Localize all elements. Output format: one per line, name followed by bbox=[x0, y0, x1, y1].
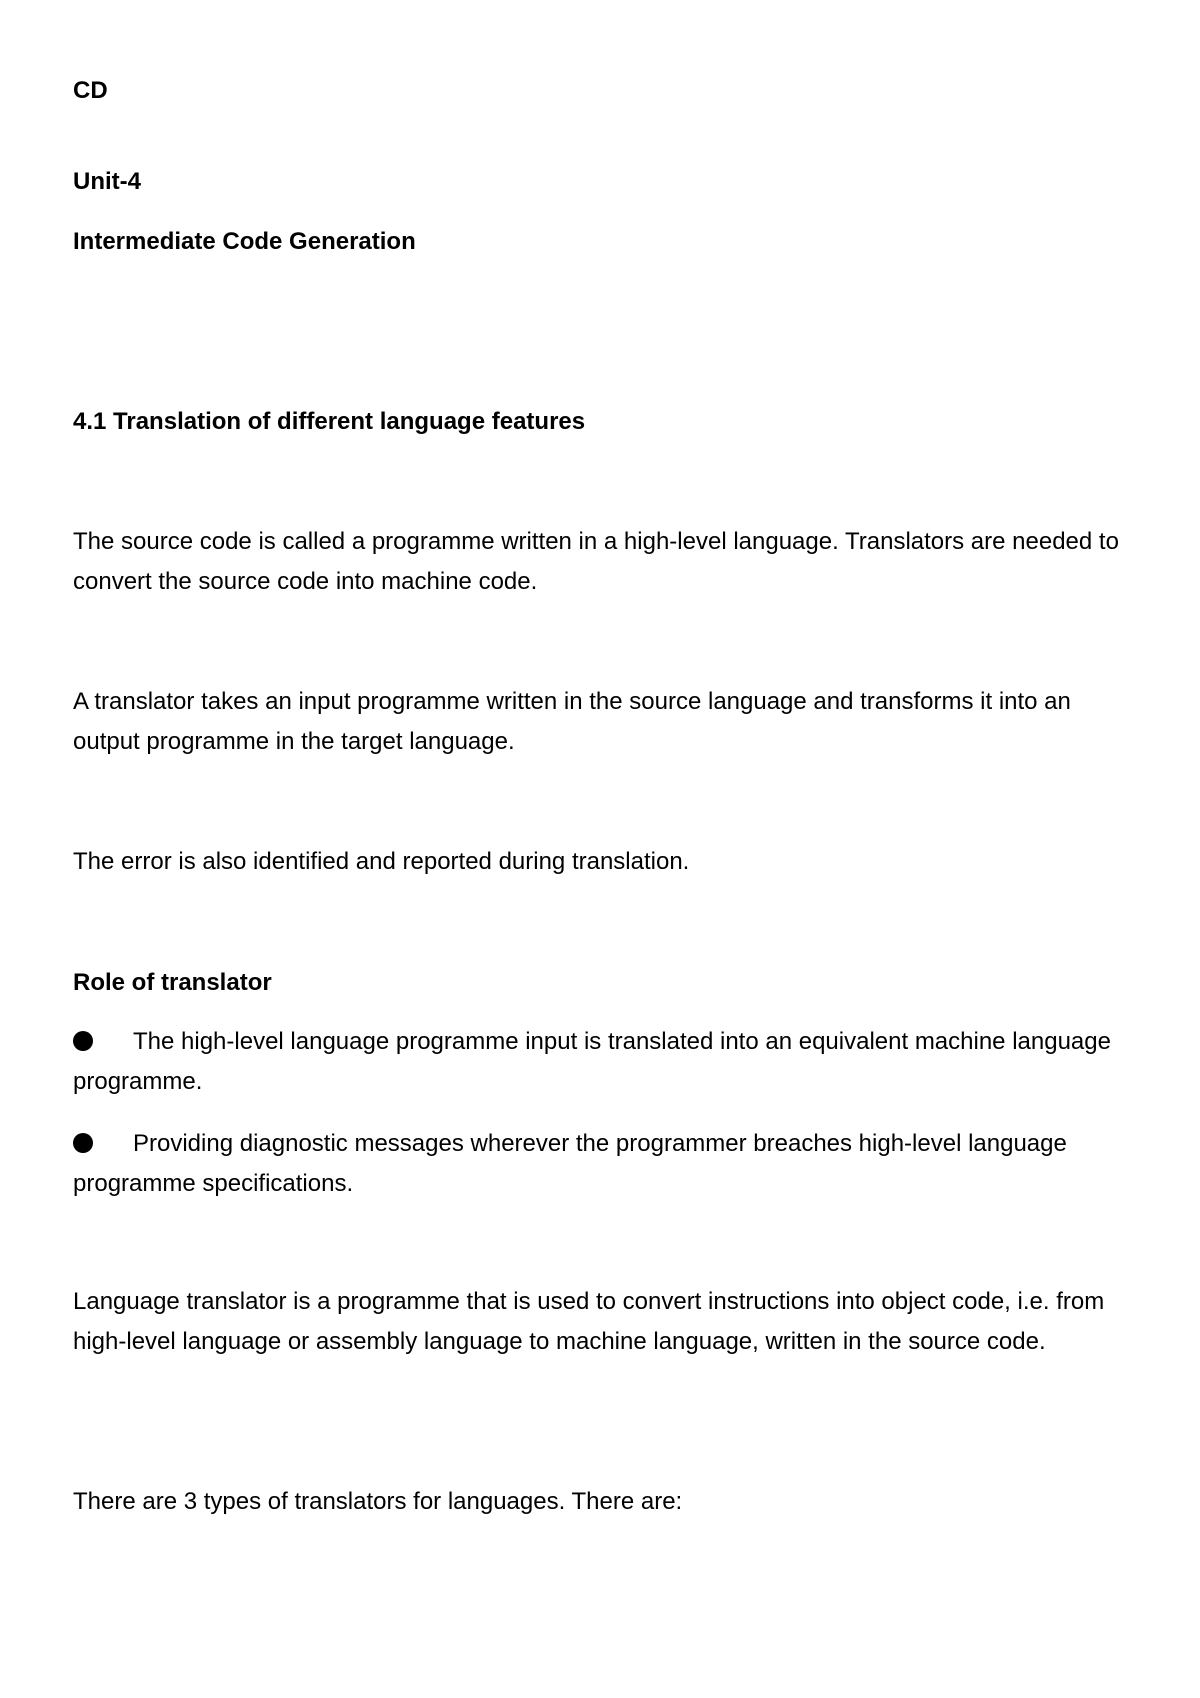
role-bullet-item bbox=[73, 1022, 1143, 1102]
role-bullet-text: The high-level language programme input is translated into an equivalent machine language programme. bbox=[73, 1028, 1111, 1095]
section-heading: 4.1 Translation of different language features bbox=[73, 408, 586, 435]
unit-title: Intermediate Code Generation bbox=[73, 228, 416, 255]
role-heading: Role of translator bbox=[73, 969, 272, 996]
paragraph-translator-types: There are 3 types of translators for languages. There are: bbox=[73, 1488, 683, 1515]
paragraph-error-reporting: The error is also identified and reported during translation. bbox=[73, 848, 690, 875]
course-label: CD bbox=[73, 77, 108, 104]
paragraph-source-code: The source code is called a programme written in a high-level language. Translators are needed to convert the source code into machine code. bbox=[73, 528, 1119, 595]
role-bullet-item bbox=[73, 1124, 1143, 1204]
unit-label: Unit-4 bbox=[73, 168, 141, 195]
paragraph-language-translator: Language translator is a programme that is used to convert instructions into object code, i.e. from high-level language or assembly language to machine language, written in the source code. bbox=[73, 1288, 1105, 1355]
role-bullet-text: Providing diagnostic messages wherever the programmer breaches high-level language programme specifications. bbox=[73, 1130, 1067, 1197]
paragraph-translator-definition: A translator takes an input programme written in the source language and transforms it into an output programme in the target language. bbox=[73, 688, 1071, 755]
bullet-icon bbox=[73, 1031, 93, 1051]
bullet-icon bbox=[73, 1133, 93, 1153]
